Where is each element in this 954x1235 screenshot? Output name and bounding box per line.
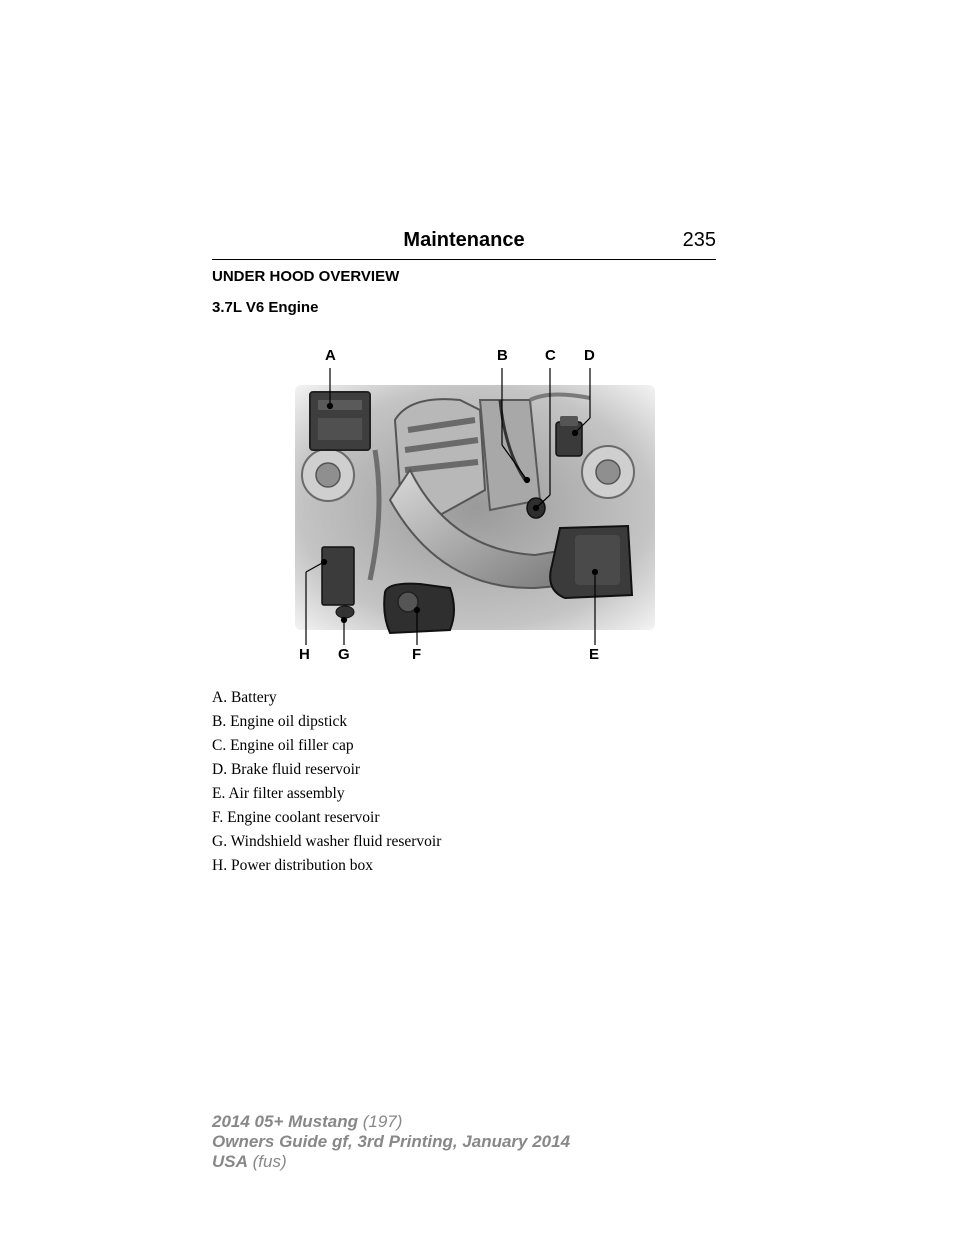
legend-item: D. Brake fluid reservoir — [212, 761, 361, 778]
footer-market-code: (fus) — [247, 1152, 287, 1171]
legend-item: B. Engine oil dipstick — [212, 713, 348, 730]
chapter-title: Maintenance — [403, 229, 525, 251]
callout-g: G — [338, 646, 350, 663]
callout-f: F — [412, 646, 422, 663]
footer-market: USA — [212, 1152, 248, 1171]
callout-b: B — [497, 347, 508, 364]
component-legend — [212, 688, 441, 880]
callout-a: A — [325, 347, 336, 364]
callout-c: C — [545, 347, 556, 364]
section-heading: UNDER HOOD OVERVIEW — [212, 268, 400, 285]
legend-item: H. Power distribution box — [212, 857, 374, 874]
page-header — [212, 229, 716, 260]
callout-h: H — [299, 646, 310, 663]
engine-illustration — [290, 340, 670, 670]
engine-subheading: 3.7L V6 Engine — [212, 299, 319, 316]
legend-item: G. Windshield washer fluid reservoir — [212, 833, 442, 850]
callout-e: E — [589, 646, 600, 663]
footer-edition: Owners Guide gf, 3rd Printing, January 2014 — [212, 1132, 571, 1151]
callout-d: D — [584, 347, 595, 364]
footer-line-1 — [212, 1112, 570, 1132]
footer-model: 2014 05+ Mustang — [212, 1112, 358, 1131]
legend-item: E. Air filter assembly — [212, 785, 345, 802]
footer-model-code: (197) — [358, 1112, 403, 1131]
page-number: 235 — [682, 229, 716, 251]
legend-item: F. Engine coolant reservoir — [212, 809, 380, 826]
legend-item: A. Battery — [212, 689, 277, 706]
page-footer — [212, 1112, 570, 1172]
footer-line-3 — [212, 1152, 570, 1172]
legend-item: C. Engine oil filler cap — [212, 737, 354, 754]
engine-diagram — [290, 340, 670, 670]
